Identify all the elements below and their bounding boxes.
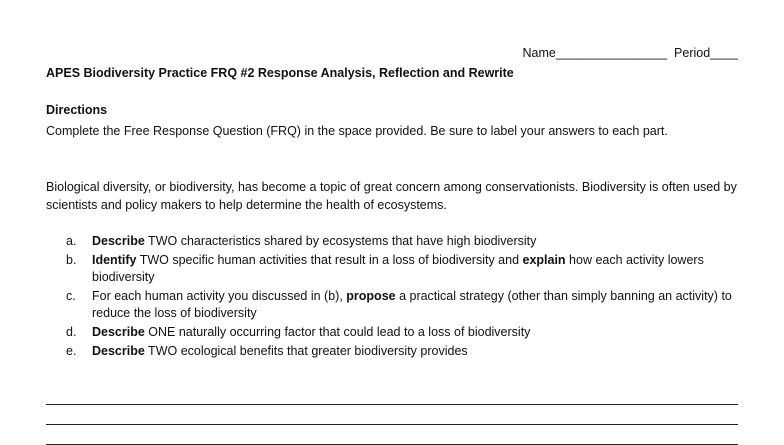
answer-lines (46, 385, 738, 445)
question-part (66, 252, 746, 286)
directions-text: Complete the Free Response Question (FRQ) in the space provided. Be sure to label your answers to each part. (46, 124, 668, 138)
question-part (66, 343, 746, 360)
answer-line[interactable] (46, 425, 738, 445)
question-part-text: ONE naturally occurring factor that could lead to a loss of biodiversity (144, 325, 531, 339)
intro-paragraph: Biological diversity, or biodiversity, has become a topic of great concern among conservationists. Biodiversity is often used by scientists and policy makers to help determine the health of ecosystems. (46, 180, 737, 212)
question-part (66, 233, 746, 250)
question-part-text: a practical strategy (other than simply banning an activity) to reduce the loss of biodiversity (92, 289, 732, 320)
question-part (66, 288, 746, 322)
question-part-text: TWO characteristics shared by ecosystems that have high biodiversity (144, 234, 537, 248)
question-part-text: TWO specific human activities that result in a loss of biodiversity and (136, 253, 523, 267)
answer-line[interactable] (46, 385, 738, 405)
question-part-keyword: Describe (92, 344, 145, 358)
question-part-keyword: explain (522, 253, 566, 267)
question-part-marker: d. (66, 325, 77, 339)
name-period-line: Name________________ Period____ (522, 46, 738, 60)
question-part-marker: c. (66, 289, 76, 303)
question-part (66, 324, 746, 341)
question-part-text: For each human activity you discussed in (b), (92, 289, 347, 303)
answer-line[interactable] (46, 405, 738, 425)
question-part-keyword: propose (346, 289, 396, 303)
question-parts-list (66, 233, 746, 362)
question-part-keyword: Identify (92, 253, 137, 267)
question-part-marker: a. (66, 234, 77, 248)
question-part-text: TWO ecological benefits that greater biodiversity provides (144, 344, 468, 358)
document-title: APES Biodiversity Practice FRQ #2 Response Analysis, Reflection and Rewrite (46, 66, 514, 80)
question-part-keyword: Describe (92, 234, 145, 248)
question-part-marker: e. (66, 344, 77, 358)
question-part-marker: b. (66, 253, 77, 267)
question-part-text: how each activity lowers biodiversity (92, 253, 704, 284)
question-part-keyword: Describe (92, 325, 145, 339)
directions-heading: Directions (46, 103, 108, 117)
